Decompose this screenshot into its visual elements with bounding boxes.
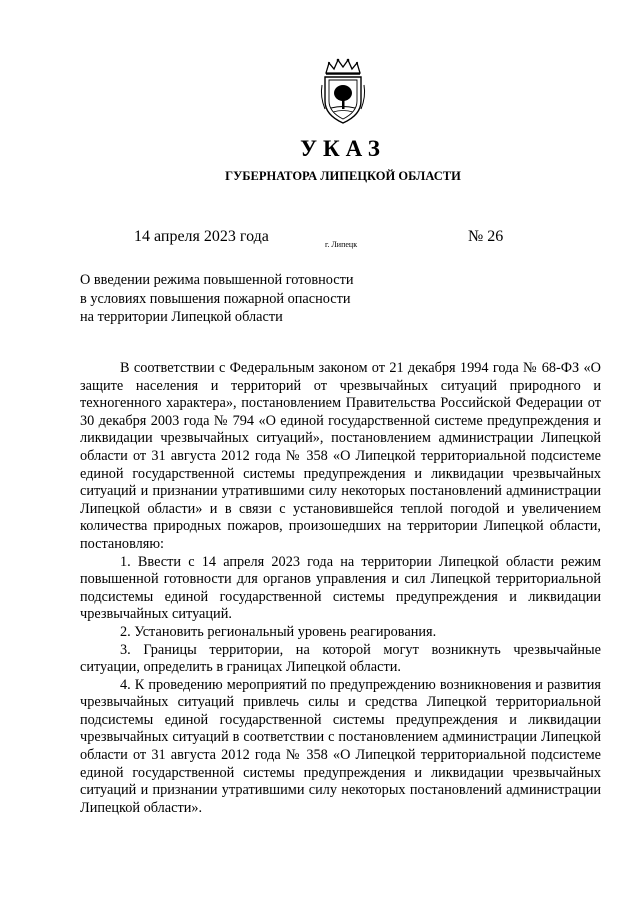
body-paragraph-item-4: 4. К проведению мероприятий по предупреждению возникновения и развития чрезвычайных ситуаций привлечь силы и средства Липецкой территориальной подсистемы единой государственной системы предупреждения и ликвидации чрезвычайных ситуаций в соответствии с постановлением администрации Липецкой области от 31 августа 2012 года № 358 «О Липецкой территориальной подсистеме единой государственной системы предупреждения и ликвидации чрезвычайных ситуаций и признании утратившими силу некоторых постановлений администрации Липецкой области». — [80, 676, 601, 816]
document-subtitle: ГУБЕРНАТОРА ЛИПЕЦКОЙ ОБЛАСТИ — [225, 169, 461, 183]
document-title: УКАЗ — [300, 136, 386, 161]
body-paragraph-preamble: В соответствии с Федеральным законом от 21 декабря 1994 года № 68-ФЗ «О защите населения и территорий от чрезвычайных ситуаций природного и техногенного характера», постановлением Правительства Российской Федерации от 30 декабря 2003 года № 794 «О единой государственной системе предупреждения и ликвидации чрезвычайных ситуаций», постановлением администрации Липецкой области от 31 августа 2012 года № 358 «О Липецкой территориальной подсистеме единой государственной системы предупреждения и ликвидации чрезвычайных ситуаций и признании утратившими силу некоторых постановлений администрации Липецкой области» и в связи с установившейся теплой погодой и увеличением количества природных пожаров, произошедших на территории Липецкой области, постановляю: — [80, 360, 601, 552]
lipetsk-coat-of-arms-icon — [318, 57, 368, 125]
body-paragraph-item-3: 3. Границы территории, на которой могут возникнуть чрезвычайные ситуации, определить в границах Липецкой области. — [80, 641, 601, 676]
document-subject — [80, 271, 354, 327]
subject-line: О введении режима повышенной готовности — [80, 272, 354, 288]
document-city: г. Липецк — [325, 240, 358, 249]
subject-line: на территории Липецкой области — [80, 309, 283, 325]
body-paragraph-item-1: 1. Ввести с 14 апреля 2023 года на территории Липецкой области режим повышенной готовности для органов управления и сил Липецкой территориальной подсистемы единой государственной системы предупреждения и ликвидации чрезвычайных ситуаций. — [80, 553, 601, 623]
document-body — [80, 360, 601, 817]
subject-line: в условиях повышения пожарной опасности — [80, 290, 351, 307]
document-number: № 26 — [468, 228, 504, 245]
body-paragraph-item-2: 2. Установить региональный уровень реагирования. — [120, 623, 437, 640]
document-date: 14 апреля 2023 года — [134, 228, 269, 245]
